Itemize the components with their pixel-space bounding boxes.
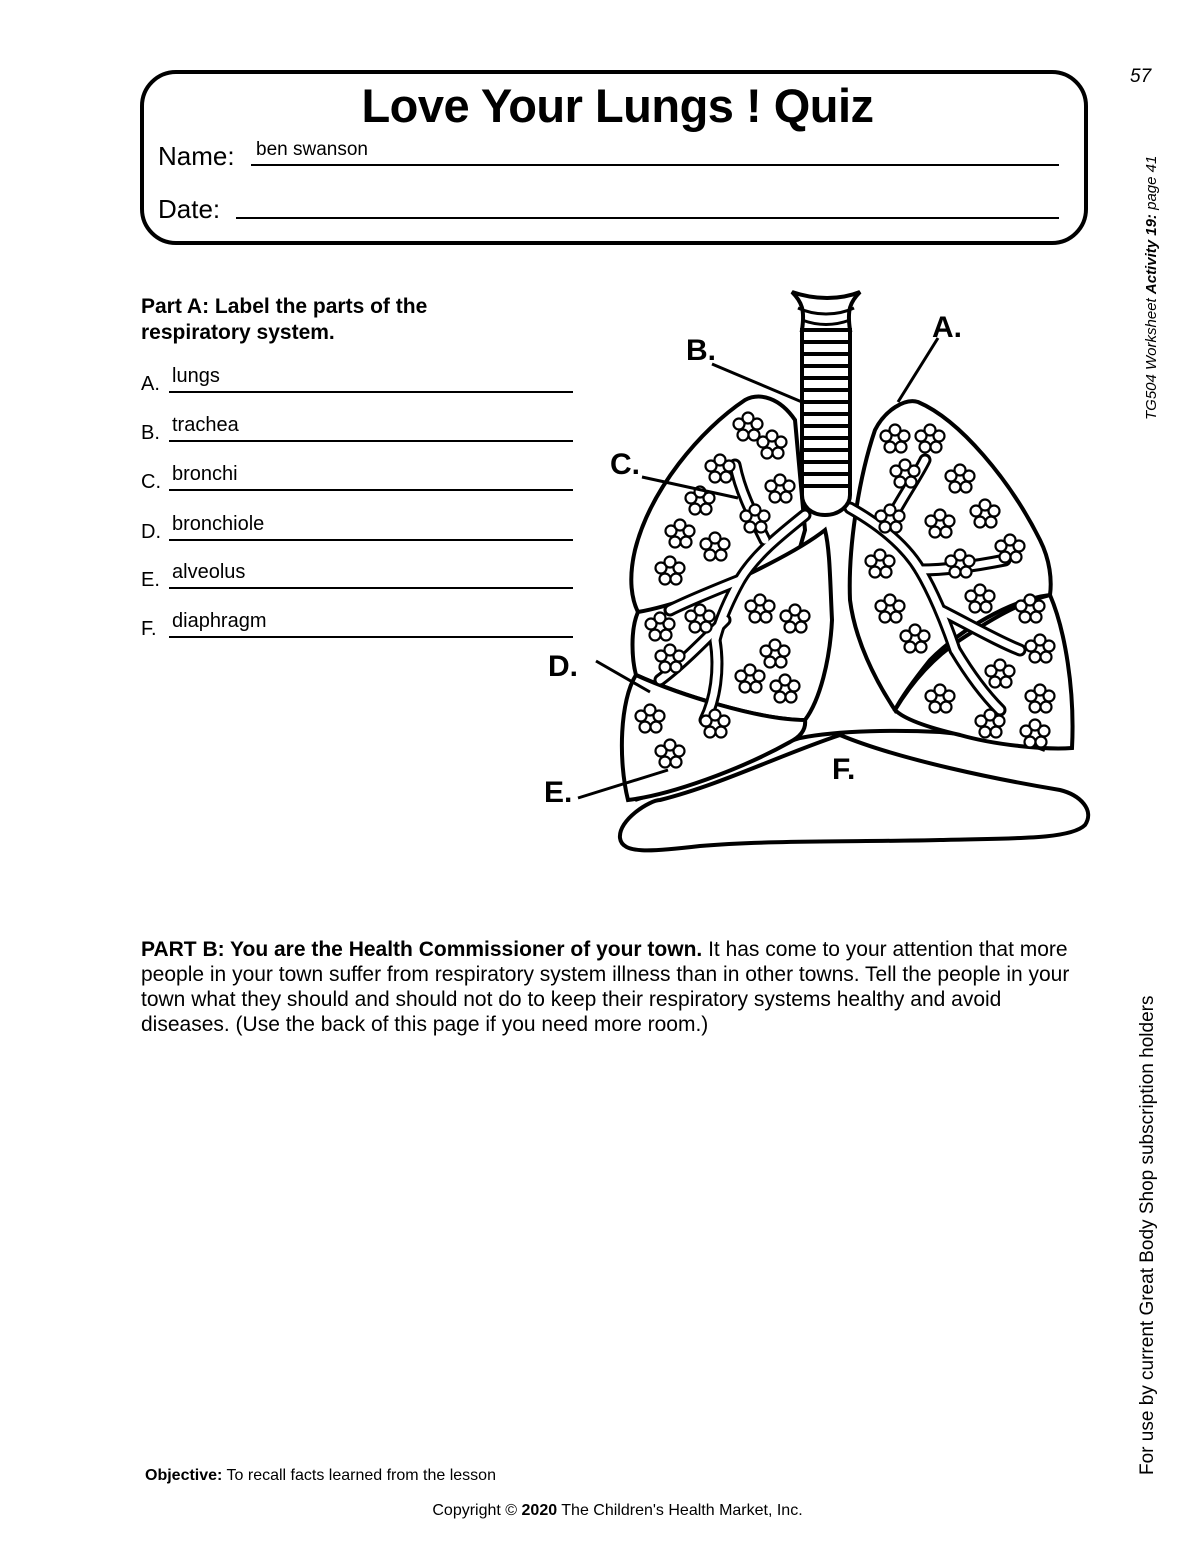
page-number: 57 (1130, 66, 1152, 87)
answer-value[interactable]: lungs (172, 365, 220, 387)
answer-line[interactable] (169, 587, 573, 589)
date-field-line[interactable] (236, 217, 1059, 219)
copyright-prefix: Copyright © (432, 1502, 522, 1519)
worksheet-reference-prefix: TG504 Worksheet (1143, 294, 1160, 420)
objective-text: To recall facts learned from the lesson (222, 1467, 496, 1484)
part-b-prompt (141, 937, 1086, 1037)
answer-row-b (141, 414, 581, 444)
answer-line[interactable] (169, 636, 573, 638)
answer-letter: C. (141, 471, 161, 493)
name-value[interactable]: ben swanson (256, 139, 368, 160)
respiratory-system-diagram (540, 280, 1100, 860)
objective-line (145, 1467, 496, 1485)
diagram-label-b: B. (686, 334, 716, 367)
answer-value[interactable]: diaphragm (172, 610, 267, 632)
answer-value[interactable]: alveolus (172, 561, 246, 583)
answer-line[interactable] (169, 440, 573, 442)
answer-row-a (141, 365, 581, 395)
part-a-heading: Part A: Label the parts of the respiratory system. (141, 295, 428, 344)
name-field-line[interactable] (251, 164, 1059, 166)
answer-letter: D. (141, 521, 161, 543)
answer-row-d (141, 513, 581, 543)
date-label: Date: (158, 194, 221, 224)
answer-value[interactable]: bronchiole (172, 513, 265, 535)
diagram-label-a: A. (932, 311, 962, 344)
objective-label: Objective: (145, 1467, 223, 1484)
diagram-label-c: C. (610, 448, 640, 481)
worksheet-reference-page: page 41 (1143, 155, 1160, 215)
diagram-label-d: D. (548, 650, 578, 683)
answer-line[interactable] (169, 539, 573, 541)
diagram-label-f: F. (832, 753, 856, 786)
copyright-line (0, 1502, 1200, 1520)
trachea-shape (792, 292, 860, 515)
answer-letter: A. (141, 373, 160, 395)
answer-letter: E. (141, 569, 160, 591)
copyright-suffix: The Children's Health Market, Inc. (557, 1502, 803, 1519)
subscription-footer: For use by current Great Body Shop subscription holders (1137, 995, 1158, 1475)
answer-letter: B. (141, 422, 160, 444)
answer-row-c (141, 463, 581, 493)
part-b-body: It has come to your attention that more people in your town suffer from respiratory system illness than in other towns. Tell the people in your town what they should and should not do to keep their respiratory systems healthy and avoid diseases. (Use the back of this page if you need more room.) (141, 938, 1070, 1036)
answer-value[interactable]: trachea (172, 414, 239, 436)
diagram-label-e: E. (544, 776, 573, 809)
answer-row-f (141, 610, 581, 640)
answer-value[interactable]: bronchi (172, 463, 238, 485)
answer-line[interactable] (169, 391, 573, 393)
answer-row-e (141, 561, 581, 591)
name-label: Name: (158, 141, 235, 171)
answer-line[interactable] (169, 489, 573, 491)
part-b-heading: PART B: You are the Health Commissioner of your town. (141, 938, 703, 961)
worksheet-reference-activity: Activity 19: (1143, 214, 1160, 295)
answer-letter: F. (141, 618, 157, 640)
copyright-year: 2020 (521, 1502, 558, 1519)
quiz-title: Love Your Lungs ! Quiz (361, 79, 874, 132)
worksheet-reference (1143, 156, 1160, 420)
